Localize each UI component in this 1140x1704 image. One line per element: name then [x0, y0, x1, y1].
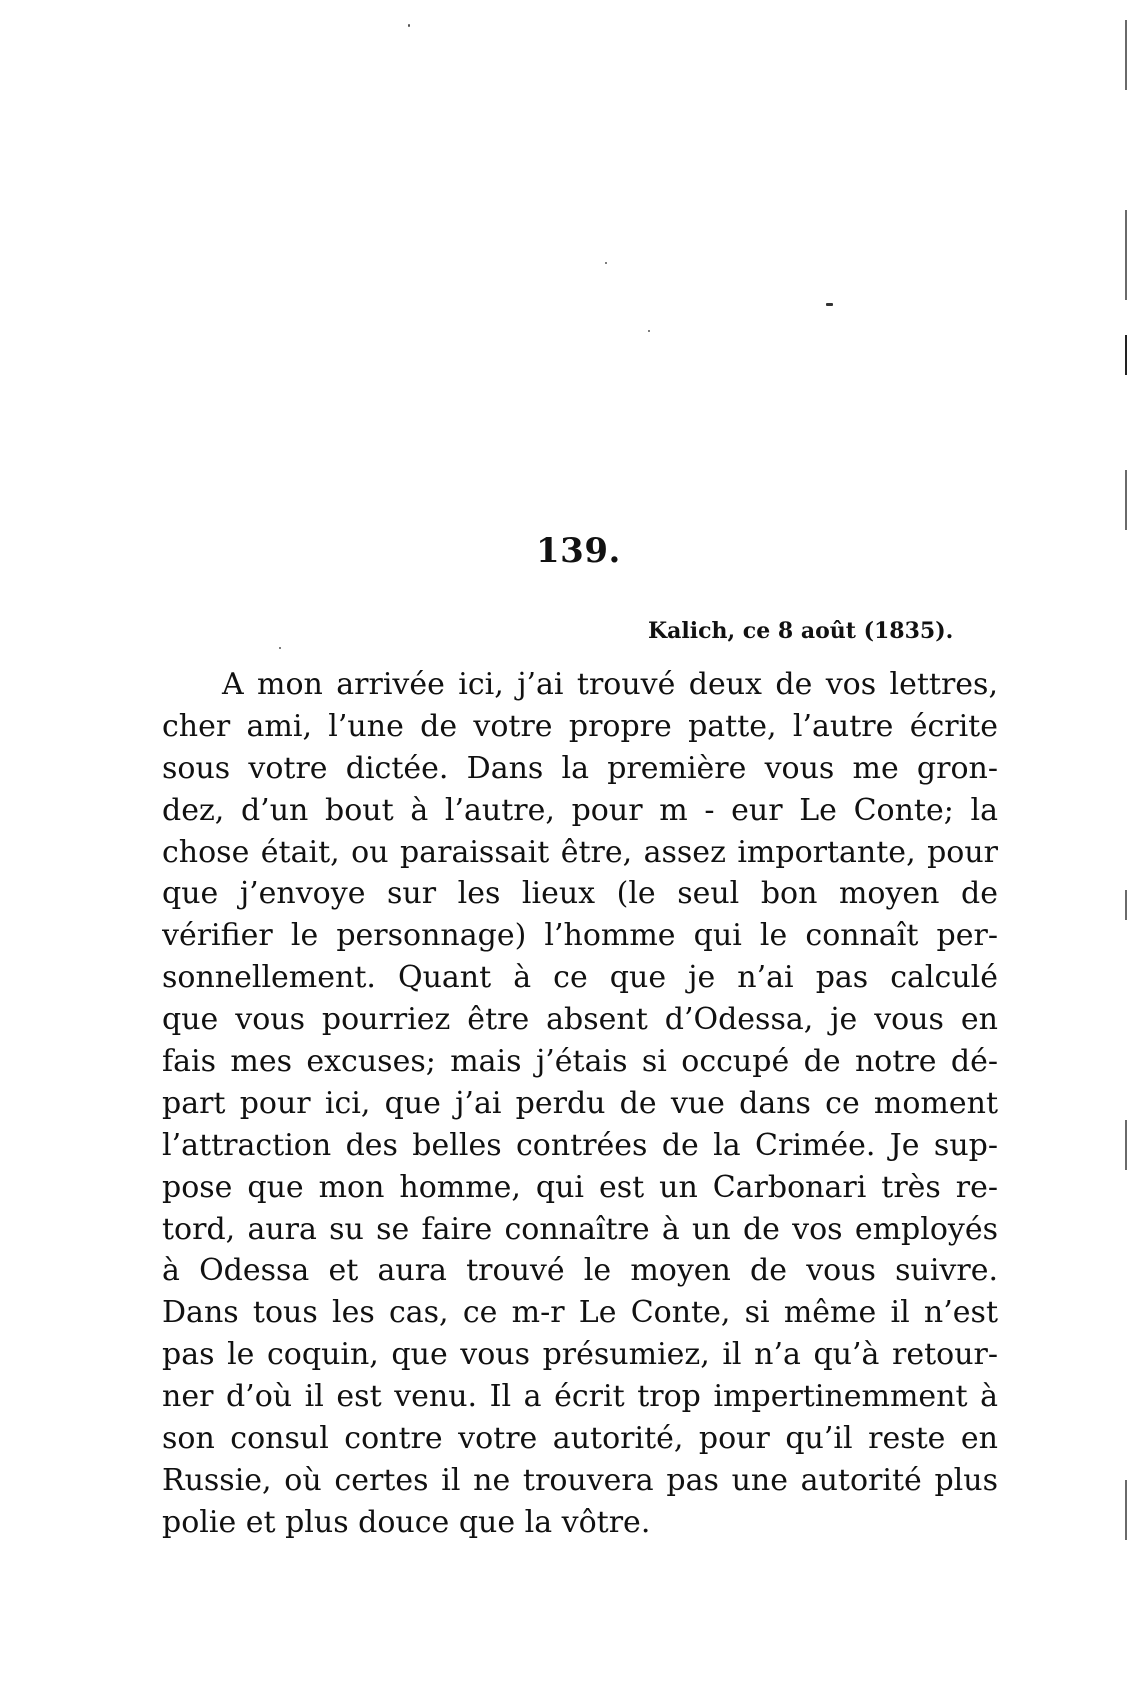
- body-line: sous votre dictée. Dans la première vous me gron-: [162, 750, 998, 786]
- scan-edge-marks: [1125, 0, 1128, 1704]
- body-line: pas le coquin, que vous présumiez, il n’a qu’à retour-: [162, 1337, 998, 1373]
- letter-dateline: Kalich, ce 8 août (1835).: [648, 618, 954, 644]
- body-line: sonnellement. Quant à ce que je n’ai pas calculé: [162, 960, 998, 996]
- scan-speck: [279, 647, 281, 649]
- scan-edge-mark: [1125, 1480, 1127, 1540]
- scan-speck: [408, 24, 410, 27]
- body-line: chose était, ou paraissait être, assez importante, pour: [162, 834, 998, 870]
- body-line: son consul contre votre autorité, pour qu’il reste en: [162, 1421, 998, 1457]
- body-line: vérifier le personnage) l’homme qui le connaît per-: [162, 918, 998, 954]
- scan-edge-mark: [1125, 470, 1127, 530]
- scan-speck: [826, 303, 833, 306]
- body-line: part pour ici, que j’ai perdu de vue dans ce moment: [162, 1085, 998, 1121]
- body-line: A mon arrivée ici, j’ai trouvé deux de vos lettres,: [222, 667, 998, 702]
- body-line: pose que mon homme, qui est un Carbonari très re-: [162, 1169, 998, 1205]
- scan-edge-mark: [1125, 335, 1127, 375]
- body-line: que vous pourriez être absent d’Odessa, je vous en: [162, 1002, 998, 1038]
- body-line: dez, d’un bout à l’autre, pour m - eur Le Conte; la: [162, 792, 998, 828]
- letter-number: 139.: [536, 531, 621, 571]
- body-line: tord, aura su se faire connaître à un de vos employés: [162, 1211, 998, 1247]
- body-line: ner d’où il est venu. Il a écrit trop impertinemment à: [162, 1379, 998, 1415]
- body-line: à Odessa et aura trouvé le moyen de vous suivre.: [162, 1253, 998, 1289]
- scan-speck: [605, 262, 607, 264]
- body-line: que j’envoye sur les lieux (le seul bon moyen de: [162, 876, 998, 912]
- body-line: polie et plus douce que la vôtre.: [162, 1504, 651, 1540]
- scan-edge-mark: [1125, 1120, 1127, 1170]
- scan-speck: [648, 330, 650, 332]
- letter-body: [162, 664, 998, 1544]
- body-line: Russie, où certes il ne trouvera pas une autorité plus: [162, 1462, 998, 1498]
- scan-edge-mark: [1125, 210, 1127, 300]
- body-line: fais mes excuses; mais j’étais si occupé de notre dé-: [162, 1044, 998, 1080]
- body-line: Dans tous les cas, ce m-r Le Conte, si même il n’est: [162, 1295, 998, 1331]
- body-line: l’attraction des belles contrées de la Crimée. Je sup-: [162, 1127, 998, 1163]
- body-line: cher ami, l’une de votre propre patte, l’autre écrite: [162, 708, 998, 744]
- scan-edge-mark: [1125, 890, 1127, 920]
- scan-edge-mark: [1125, 20, 1127, 90]
